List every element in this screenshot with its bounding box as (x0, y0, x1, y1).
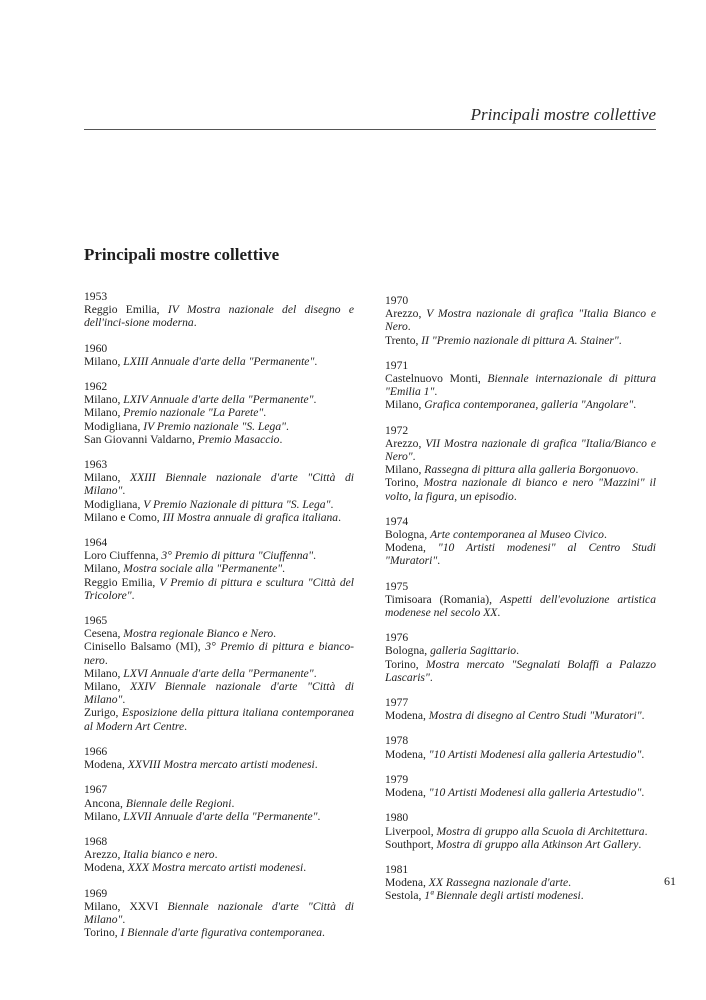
exhibition-suffix: . (314, 354, 318, 368)
exhibition-suffix: . (437, 554, 441, 568)
exhibition-place: Bologna, (385, 644, 431, 658)
year-block (385, 424, 656, 503)
exhibition-suffix: . (313, 666, 317, 680)
exhibition-entry (84, 810, 354, 823)
exhibition-place: Sestola, (385, 889, 425, 903)
exhibition-entry (84, 797, 354, 810)
exhibition-entry (385, 528, 656, 541)
exhibition-entry (84, 498, 354, 511)
exhibition-title: LXVII Annuale d'arte della "Permanente" (123, 809, 318, 823)
exhibition-place: Ancona, (84, 796, 126, 810)
exhibition-place: Modena, (385, 541, 438, 555)
exhibition-title: II "Premio nazionale di pittura A. Stainer" (421, 333, 619, 347)
exhibition-entry (385, 398, 656, 411)
exhibition-title: XX Rassegna nazionale d'arte (428, 876, 569, 890)
exhibition-suffix: . (429, 670, 433, 684)
exhibition-suffix: . (314, 758, 318, 772)
year-heading: 1971 (385, 358, 409, 372)
exhibition-title: Mostra regionale Bianco e Nero (123, 627, 274, 641)
exhibition-place: San Giovanni Valdarno, (84, 432, 198, 446)
exhibition-suffix: . (330, 497, 334, 511)
year-block (385, 359, 656, 412)
exhibition-suffix: . (193, 316, 197, 330)
exhibition-entry (84, 640, 354, 666)
exhibition-place: Torino, (84, 926, 121, 940)
exhibition-place: Zurigo, (84, 706, 122, 720)
exhibition-suffix: . (568, 876, 572, 890)
exhibition-place: Liverpool, (385, 824, 437, 838)
exhibition-place: Reggio Emilia, (84, 575, 160, 589)
exhibition-place: Torino, (385, 657, 426, 671)
exhibition-entry (385, 709, 656, 722)
exhibition-place: Cesena, (84, 627, 124, 641)
year-block (84, 458, 354, 524)
exhibition-title: Arte contemporanea al Museo Civico (430, 528, 604, 542)
year-heading: 1968 (84, 834, 108, 848)
exhibition-place: Modena, (385, 747, 429, 761)
exhibition-entry (385, 437, 656, 463)
exhibition-entry (84, 511, 354, 524)
exhibition-title: XXIII Biennale nazionale d'arte "Città di Milano" (84, 471, 354, 498)
exhibition-place: Loro Ciuffenna, (84, 549, 162, 563)
year-heading: 1975 (385, 579, 409, 593)
exhibition-title: "10 Artisti Modenesi alla galleria Artestudio" (428, 786, 642, 800)
exhibition-place: Modena, (385, 876, 429, 890)
exhibition-suffix: . (322, 926, 325, 940)
exhibition-place: Cinisello Balsamo (MI), (84, 640, 206, 654)
exhibition-entry (385, 748, 656, 761)
exhibition-place: Castelnuovo Monti, (385, 372, 488, 386)
exhibition-title: XXIV Biennale nazionale d'arte "Città di Milano" (84, 680, 354, 707)
exhibition-title: Biennale delle Regioni (125, 796, 232, 810)
year-heading: 1964 (84, 536, 108, 550)
exhibition-title: Aspetti dell'evoluzione artistica modenese nel secolo XX (385, 592, 656, 620)
exhibition-title: 1ª Biennale degli artisti modenesi (424, 889, 581, 903)
exhibition-entry (84, 471, 354, 497)
exhibition-suffix: . (122, 912, 126, 926)
page-number: 61 (664, 874, 676, 888)
year-heading: 1962 (84, 380, 108, 394)
exhibition-place: Milano, (84, 354, 124, 368)
exhibition-suffix: . (131, 588, 135, 602)
exhibition-suffix: . (641, 786, 645, 800)
exhibition-place: Milano e Como, (84, 510, 163, 524)
exhibition-entry (84, 706, 354, 732)
exhibition-suffix: . (313, 393, 317, 407)
section-title: Principali mostre collettive (84, 245, 280, 264)
right-column (385, 294, 656, 915)
exhibition-place: Modigliana, (84, 419, 144, 433)
exhibition-title: LXIV Annuale d'arte della "Permanente" (123, 393, 314, 407)
exhibition-entry (385, 786, 656, 799)
exhibition-title: XXVIII Mostra mercato artisti modenesi (127, 758, 315, 772)
year-heading: 1979 (385, 772, 409, 786)
exhibition-entry (84, 433, 354, 446)
exhibition-suffix: . (513, 489, 517, 503)
exhibition-place: Modigliana, (84, 497, 144, 511)
exhibition-entry (385, 658, 656, 684)
year-block (385, 580, 656, 620)
exhibition-title: Mostra mercato "Segnalati Bolaffi a Palazzo Lascaris" (385, 657, 656, 684)
year-heading: 1963 (84, 458, 108, 472)
exhibition-title: VII Mostra nazionale di grafica "Italia/Bianco e Nero" (385, 436, 657, 464)
exhibition-place: Milano, (84, 809, 124, 823)
exhibition-suffix: . (285, 419, 289, 433)
year-heading: 1976 (385, 631, 409, 645)
exhibition-suffix: . (214, 848, 218, 862)
exhibition-entry (385, 889, 656, 902)
exhibition-place: Modena, (84, 758, 128, 772)
exhibition-place: Milano, (84, 680, 131, 694)
year-block (385, 631, 656, 684)
exhibition-title: Premio Masaccio (197, 432, 280, 446)
exhibition-entry (84, 848, 354, 861)
year-heading: 1977 (385, 696, 409, 710)
exhibition-suffix: . (412, 450, 416, 464)
exhibition-suffix: . (497, 606, 501, 620)
exhibition-place: Trento, (385, 333, 422, 347)
exhibition-suffix: . (644, 824, 648, 838)
exhibition-title: Mostra di disegno al Centro Studi "Muratori" (428, 709, 642, 723)
exhibition-suffix: . (184, 719, 188, 733)
exhibition-title: III Mostra annuale di grafica italiana (162, 510, 339, 524)
exhibition-place: Milano, (84, 471, 130, 485)
year-heading: 1969 (84, 886, 108, 900)
year-heading: 1966 (84, 744, 108, 758)
exhibition-title: Rassegna di pittura alla galleria Borgonuovo (424, 463, 636, 477)
exhibition-suffix: . (303, 861, 307, 875)
exhibition-title: Biennale internazionale di pittura "Emilia 1" (385, 372, 656, 399)
exhibition-title: Mostra di gruppo alla Scuola di Architettura (436, 824, 645, 838)
exhibition-entry (84, 406, 354, 419)
exhibition-suffix: . (603, 528, 607, 542)
year-block (385, 863, 656, 903)
year-heading: 1953 (84, 290, 108, 303)
exhibition-place: Arezzo, (84, 848, 124, 862)
year-block (385, 734, 656, 760)
exhibition-title: Premio nazionale "La Parete" (123, 406, 264, 420)
year-block (385, 515, 656, 568)
exhibition-place: Milano, (385, 398, 425, 412)
year-block (84, 835, 354, 875)
exhibition-suffix: . (635, 463, 639, 477)
exhibition-title: IV Premio nazionale "S. Lega" (143, 419, 286, 433)
exhibition-entry (84, 576, 354, 602)
exhibition-entry (84, 758, 354, 771)
exhibition-entry (385, 876, 656, 889)
exhibition-suffix: . (279, 432, 283, 446)
year-heading: 1972 (385, 423, 409, 437)
exhibition-suffix: . (317, 809, 321, 823)
exhibition-entry (385, 463, 656, 476)
exhibition-place: Arezzo, (385, 436, 426, 450)
exhibition-entry (385, 307, 656, 333)
exhibition-title: V Premio Nazionale di pittura "S. Lega" (143, 497, 331, 511)
exhibition-title: LXIII Annuale d'arte della "Permanente" (123, 354, 315, 368)
year-heading: 1967 (84, 783, 108, 797)
year-block (84, 745, 354, 771)
exhibition-title: Biennale nazionale d'arte "Città di Milano" (84, 899, 354, 926)
exhibition-entry (84, 393, 354, 406)
exhibition-entry (385, 334, 656, 347)
running-header: Principali mostre collettive (470, 105, 656, 124)
exhibition-entry (84, 900, 354, 926)
exhibition-entry (385, 838, 656, 851)
exhibition-place: Milano, (385, 463, 425, 477)
exhibition-title: XXX Mostra mercato artisti modenesi (127, 861, 304, 875)
exhibition-suffix: . (282, 562, 286, 576)
exhibition-entry (84, 926, 354, 939)
exhibition-suffix: . (516, 644, 519, 658)
header-rule (84, 129, 656, 130)
exhibition-entry (385, 541, 656, 567)
year-block (385, 773, 656, 799)
exhibition-place: Torino, (385, 476, 424, 490)
year-block (84, 342, 354, 368)
exhibition-entry (385, 644, 656, 657)
exhibition-title: "10 Artisti modenesi" al Centro Studi "Muratori" (385, 541, 656, 568)
exhibition-title: Mostra di gruppo alla Atkinson Art Gallery (436, 837, 639, 851)
exhibition-title: Esposizione della pittura italiana contemporanea al Modern Art Centre (84, 706, 354, 733)
exhibition-entry (84, 667, 354, 680)
exhibition-place: Arezzo, (385, 307, 427, 321)
exhibition-place: Milano, XXVI (84, 899, 168, 913)
year-heading: 1960 (84, 341, 108, 355)
exhibition-entry (84, 420, 354, 433)
exhibition-suffix: . (263, 406, 267, 420)
year-block (84, 614, 354, 733)
year-block (385, 294, 656, 347)
exhibition-entry (84, 627, 354, 640)
exhibition-suffix: . (618, 333, 622, 347)
exhibition-suffix: . (633, 398, 637, 412)
year-block (385, 811, 656, 851)
exhibition-place: Reggio Emilia, (84, 303, 168, 317)
exhibition-entry (84, 549, 354, 562)
exhibition-suffix: . (580, 889, 584, 903)
year-block (84, 290, 354, 330)
exhibition-place: Southport, (385, 837, 437, 851)
exhibition-title: 3° Premio di pittura e bianco-nero (84, 640, 354, 667)
exhibition-title: Italia bianco e nero (123, 848, 215, 862)
exhibition-entry (385, 476, 656, 502)
exhibition-suffix: . (641, 709, 645, 723)
exhibition-title: galleria Sagittario (430, 644, 517, 658)
year-block (84, 887, 354, 940)
exhibition-title: I Biennale d'arte figurativa contemporanea (120, 926, 323, 940)
year-block (385, 696, 656, 722)
exhibition-suffix: . (122, 484, 126, 498)
exhibition-place: Modena, (385, 786, 429, 800)
year-block (84, 536, 354, 602)
exhibition-entry (84, 861, 354, 874)
exhibition-entry (84, 680, 354, 706)
exhibition-place: Timisoara (Romania), (385, 592, 500, 606)
year-heading: 1974 (385, 514, 409, 528)
exhibition-place: Bologna, (385, 528, 431, 542)
exhibition-suffix: . (641, 747, 645, 761)
exhibition-suffix: . (104, 653, 108, 667)
exhibition-title: V Premio di pittura e scultura "Città del Tricolore" (84, 575, 354, 602)
exhibition-place: Milano, (84, 666, 124, 680)
year-heading: 1970 (385, 294, 409, 307)
exhibition-title: Mostra sociale alla "Permanente" (123, 562, 283, 576)
exhibition-entry (385, 825, 656, 838)
year-heading: 1980 (385, 811, 409, 825)
exhibition-place: Modena, (385, 709, 429, 723)
exhibition-place: Milano, (84, 562, 124, 576)
exhibition-suffix: . (638, 837, 642, 851)
year-heading: 1978 (385, 734, 409, 748)
exhibition-suffix: . (434, 385, 438, 399)
year-heading: 1981 (385, 862, 409, 876)
exhibition-entry (84, 355, 354, 368)
exhibition-suffix: . (407, 320, 411, 334)
exhibition-suffix: . (231, 796, 235, 810)
exhibition-suffix: . (273, 627, 277, 641)
exhibition-place: Milano, (84, 393, 124, 407)
exhibition-entry (385, 593, 656, 619)
exhibition-entry (84, 562, 354, 575)
exhibition-title: "10 Artisti Modenesi alla galleria Artestudio" (428, 747, 642, 761)
exhibition-title: LXVI Annuale d'arte della "Permanente" (123, 666, 314, 680)
exhibition-entry (385, 372, 656, 398)
exhibition-place: Milano, (84, 406, 124, 420)
exhibition-suffix: . (122, 693, 126, 707)
year-block (84, 783, 354, 823)
exhibition-entry (84, 303, 354, 329)
exhibition-title: Mostra nazionale di bianco e nero "Mazzini" il volto, la figura, un episodio (385, 476, 656, 503)
exhibition-place: Modena, (84, 861, 128, 875)
year-block (84, 380, 354, 446)
year-heading: 1965 (84, 614, 108, 628)
exhibition-suffix: . (338, 510, 341, 524)
exhibition-title: 3° Premio di pittura "Ciuffenna" (161, 549, 314, 563)
exhibition-title: V Mostra nazionale di grafica "Italia Bianco e Nero (385, 307, 656, 334)
exhibition-suffix: . (313, 549, 317, 563)
left-column (84, 290, 354, 951)
exhibition-title: Grafica contemporanea, galleria "Angolare" (424, 398, 634, 412)
exhibition-title: IV Mostra nazionale del disegno e dell'inci-sione moderna (84, 303, 354, 330)
